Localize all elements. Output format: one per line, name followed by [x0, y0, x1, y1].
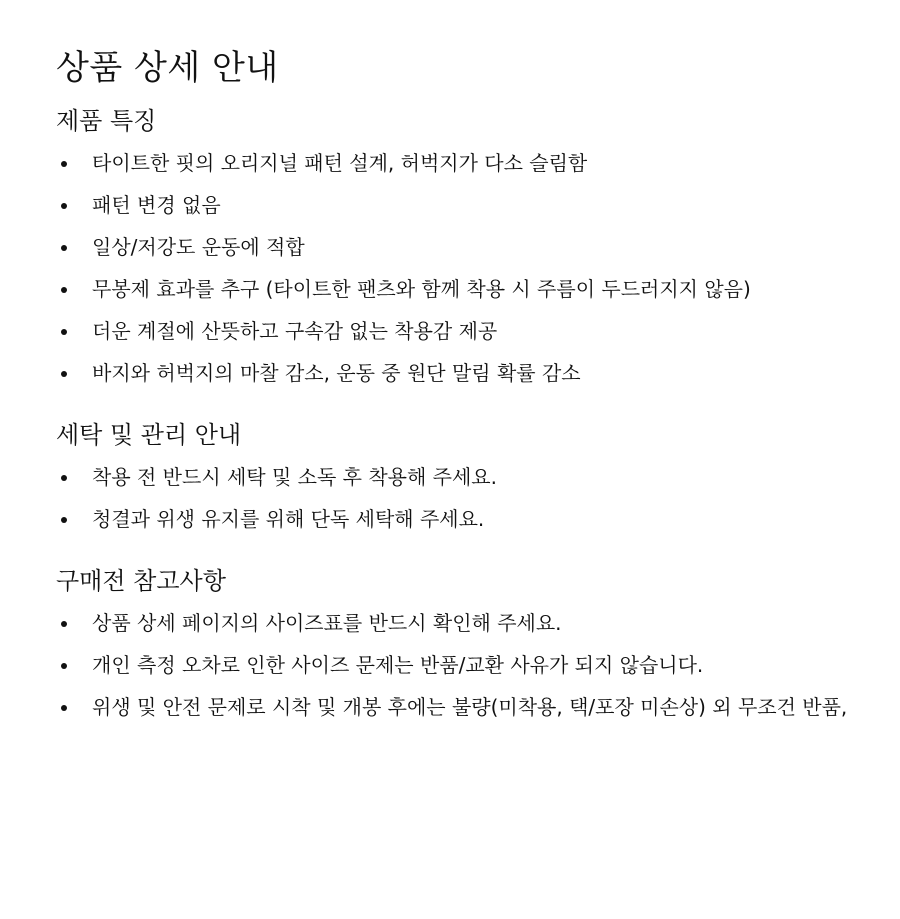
list-item — [56, 456, 900, 498]
bullet-icon — [61, 475, 67, 481]
section-notes — [56, 564, 900, 728]
list-item-text: 타이트한 핏의 오리지널 패턴 설계, 허벅지가 다소 슬림함 — [92, 151, 588, 175]
list-item — [56, 498, 900, 540]
bullet-icon — [61, 287, 67, 293]
list-item — [56, 184, 900, 226]
list-item-text: 무봉제 효과를 추구 (타이트한 팬츠와 함께 착용 시 주름이 두드러지지 않음) — [92, 277, 751, 301]
list-item — [56, 602, 900, 644]
bullet-icon — [61, 621, 67, 627]
list-item-text: 일상/저강도 운동에 적합 — [92, 235, 305, 259]
bullet-icon — [61, 161, 67, 167]
feature-list — [56, 142, 900, 394]
list-item — [56, 352, 900, 394]
bullet-icon — [61, 245, 67, 251]
list-item-text: 위생 및 안전 문제로 시착 및 개봉 후에는 불량(미착용, 택/포장 미손상) 외 무조건 반품, — [92, 695, 848, 719]
bullet-icon — [61, 329, 67, 335]
list-item-text: 상품 상세 페이지의 사이즈표를 반드시 확인해 주세요. — [92, 611, 562, 635]
list-item — [56, 226, 900, 268]
section-heading: 구매전 참고사항 — [56, 567, 226, 595]
page-title: 상품 상세 안내 — [56, 48, 279, 88]
list-item-text: 바지와 허벅지의 마찰 감소, 운동 중 원단 말림 확률 감소 — [92, 361, 581, 385]
care-list — [56, 456, 900, 540]
list-item — [56, 686, 900, 728]
list-item — [56, 310, 900, 352]
list-item-text: 더운 계절에 산뜻하고 구속감 없는 착용감 제공 — [92, 319, 498, 343]
list-item — [56, 268, 900, 310]
bullet-icon — [61, 663, 67, 669]
list-item-text: 패턴 변경 없음 — [92, 193, 221, 217]
section-care — [56, 418, 900, 540]
list-item-text: 착용 전 반드시 세탁 및 소독 후 착용해 주세요. — [92, 465, 497, 489]
list-item — [56, 142, 900, 184]
bullet-icon — [61, 371, 67, 377]
section-features — [56, 104, 900, 394]
bullet-icon — [61, 203, 67, 209]
bullet-icon — [61, 517, 67, 523]
notes-list — [56, 602, 900, 728]
list-item-text: 개인 측정 오차로 인한 사이즈 문제는 반품/교환 사유가 되지 않습니다. — [92, 653, 704, 677]
bullet-icon — [61, 705, 67, 711]
list-item-text: 청결과 위생 유지를 위해 단독 세탁해 주세요. — [92, 507, 485, 531]
section-heading: 제품 특징 — [56, 107, 157, 135]
list-item — [56, 644, 900, 686]
section-heading: 세탁 및 관리 안내 — [56, 421, 242, 449]
